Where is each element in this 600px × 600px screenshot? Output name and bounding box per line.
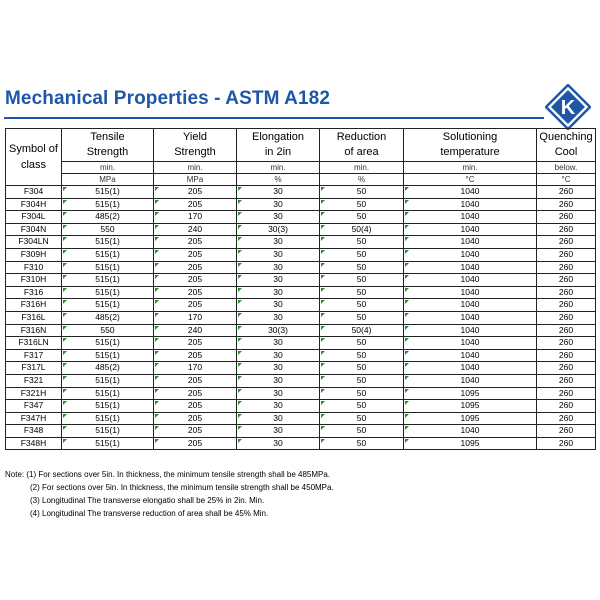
cell-grade: F304L	[6, 211, 62, 224]
cell-yield: 240	[154, 324, 237, 337]
cell-tensile: 515(1)	[62, 349, 154, 362]
title-underline	[4, 117, 544, 119]
table-row	[6, 211, 596, 224]
cell-yield: 205	[154, 437, 237, 450]
cell-grade: F317	[6, 349, 62, 362]
cell-quenching: 260	[537, 248, 596, 261]
cell-grade: F304	[6, 186, 62, 199]
cell-reduction: 50	[320, 198, 404, 211]
cell-tensile: 515(1)	[62, 286, 154, 299]
column-header-solutioning: Solutioning temperature	[404, 129, 537, 162]
cell-reduction: 50	[320, 362, 404, 375]
cell-grade: F316L	[6, 311, 62, 324]
cell-elongation: 30	[237, 198, 320, 211]
cell-elongation: 30	[237, 311, 320, 324]
cell-elongation: 30	[237, 337, 320, 350]
table-row	[6, 261, 596, 274]
cell-tensile: 515(1)	[62, 198, 154, 211]
cell-grade: F348H	[6, 437, 62, 450]
cell-quenching: 260	[537, 337, 596, 350]
table-row	[6, 198, 596, 211]
column-header-quenching: Quenching Cool	[537, 129, 596, 162]
cell-reduction: 50(4)	[320, 324, 404, 337]
cell-tensile: 515(1)	[62, 387, 154, 400]
qualifier-cell: min.	[62, 162, 154, 174]
cell-solutioning: 1040	[404, 425, 537, 438]
cell-elongation: 30	[237, 211, 320, 224]
table-row	[6, 299, 596, 312]
cell-yield: 205	[154, 425, 237, 438]
table-row	[6, 286, 596, 299]
cell-quenching: 260	[537, 198, 596, 211]
cell-solutioning: 1095	[404, 400, 537, 413]
cell-tensile: 515(1)	[62, 236, 154, 249]
cell-yield: 205	[154, 337, 237, 350]
qualifier-cell: min.	[154, 162, 237, 174]
cell-quenching: 260	[537, 324, 596, 337]
cell-reduction: 50	[320, 236, 404, 249]
cell-tensile: 515(1)	[62, 374, 154, 387]
table-row	[6, 311, 596, 324]
cell-elongation: 30(3)	[237, 324, 320, 337]
cell-tensile: 550	[62, 324, 154, 337]
cell-solutioning: 1040	[404, 223, 537, 236]
cell-tensile: 515(1)	[62, 274, 154, 287]
cell-quenching: 260	[537, 349, 596, 362]
cell-quenching: 260	[537, 387, 596, 400]
cell-elongation: 30	[237, 412, 320, 425]
table-row	[6, 425, 596, 438]
cell-elongation: 30	[237, 387, 320, 400]
header-row	[6, 129, 596, 162]
cell-yield: 205	[154, 374, 237, 387]
table-row	[6, 324, 596, 337]
cell-elongation: 30	[237, 400, 320, 413]
table-row	[6, 236, 596, 249]
cell-solutioning: 1040	[404, 261, 537, 274]
cell-solutioning: 1095	[404, 412, 537, 425]
cell-yield: 205	[154, 198, 237, 211]
cell-grade: F316H	[6, 299, 62, 312]
cell-grade: F310	[6, 261, 62, 274]
cell-reduction: 50	[320, 374, 404, 387]
cell-grade: F316LN	[6, 337, 62, 350]
cell-elongation: 30	[237, 362, 320, 375]
cell-grade: F321	[6, 374, 62, 387]
cell-quenching: 260	[537, 425, 596, 438]
cell-solutioning: 1040	[404, 311, 537, 324]
cell-grade: F304LN	[6, 236, 62, 249]
cell-reduction: 50	[320, 337, 404, 350]
cell-grade: F347	[6, 400, 62, 413]
unit-cell: °C	[537, 174, 596, 186]
cell-yield: 205	[154, 186, 237, 199]
unit-row	[6, 174, 596, 186]
cell-yield: 205	[154, 261, 237, 274]
cell-tensile: 515(1)	[62, 261, 154, 274]
cell-reduction: 50	[320, 274, 404, 287]
cell-yield: 205	[154, 387, 237, 400]
cell-reduction: 50	[320, 425, 404, 438]
cell-tensile: 515(1)	[62, 400, 154, 413]
cell-tensile: 515(1)	[62, 186, 154, 199]
cell-yield: 205	[154, 412, 237, 425]
footnotes	[5, 468, 595, 520]
cell-tensile: 485(2)	[62, 362, 154, 375]
cell-tensile: 515(1)	[62, 412, 154, 425]
cell-reduction: 50	[320, 412, 404, 425]
cell-elongation: 30	[237, 374, 320, 387]
table-row	[6, 349, 596, 362]
cell-solutioning: 1040	[404, 299, 537, 312]
unit-cell: %	[320, 174, 404, 186]
table-row	[6, 437, 596, 450]
cell-elongation: 30	[237, 299, 320, 312]
table-row	[6, 412, 596, 425]
cell-solutioning: 1040	[404, 274, 537, 287]
cell-yield: 205	[154, 286, 237, 299]
table-row	[6, 387, 596, 400]
cell-elongation: 30	[237, 248, 320, 261]
footnote: (2) For sections over 5in. In thickness, the minimum tensile strength shall be 450MPa.	[30, 483, 334, 492]
cell-tensile: 485(2)	[62, 211, 154, 224]
cell-yield: 205	[154, 299, 237, 312]
cell-solutioning: 1095	[404, 437, 537, 450]
cell-yield: 205	[154, 349, 237, 362]
cell-reduction: 50	[320, 311, 404, 324]
cell-solutioning: 1040	[404, 374, 537, 387]
cell-quenching: 260	[537, 286, 596, 299]
cell-grade: F347H	[6, 412, 62, 425]
table-row	[6, 223, 596, 236]
page-header	[0, 82, 600, 120]
cell-reduction: 50	[320, 387, 404, 400]
column-header-reduction: Reduction of area	[320, 129, 404, 162]
cell-quenching: 260	[537, 274, 596, 287]
page-title: Mechanical Properties - ASTM A182	[5, 88, 330, 109]
cell-reduction: 50	[320, 299, 404, 312]
table-body	[6, 186, 596, 450]
table-row	[6, 186, 596, 199]
cell-elongation: 30	[237, 425, 320, 438]
cell-yield: 205	[154, 248, 237, 261]
cell-quenching: 260	[537, 400, 596, 413]
qualifier-cell: min.	[404, 162, 537, 174]
table-row	[6, 374, 596, 387]
cell-grade: F316N	[6, 324, 62, 337]
cell-yield: 205	[154, 236, 237, 249]
cell-tensile: 515(1)	[62, 299, 154, 312]
table-row	[6, 337, 596, 350]
cell-quenching: 260	[537, 299, 596, 312]
cell-quenching: 260	[537, 374, 596, 387]
cell-quenching: 260	[537, 223, 596, 236]
cell-tensile: 515(1)	[62, 437, 154, 450]
column-header-elongation: Elongation in 2in	[237, 129, 320, 162]
cell-solutioning: 1040	[404, 186, 537, 199]
unit-cell: °C	[404, 174, 537, 186]
footnote: (4) Longitudinal The transverse reduction of area shall be 45% Min.	[30, 509, 269, 518]
cell-elongation: 30	[237, 286, 320, 299]
cell-reduction: 50	[320, 437, 404, 450]
cell-yield: 170	[154, 211, 237, 224]
footnote: (3) Longitudinal The transverse elongatio shall be 25% in 2in. Min.	[30, 496, 265, 505]
cell-tensile: 515(1)	[62, 425, 154, 438]
cell-quenching: 260	[537, 362, 596, 375]
footnote: Note: (1) For sections over 5in. In thickness, the minimum tensile strength shall be 485MPa.	[5, 470, 331, 479]
cell-grade: F304H	[6, 198, 62, 211]
cell-quenching: 260	[537, 186, 596, 199]
cell-elongation: 30	[237, 349, 320, 362]
cell-elongation: 30(3)	[237, 223, 320, 236]
column-header-yield: Yield Strength	[154, 129, 237, 162]
column-header-symbol: Symbol of class	[6, 129, 62, 186]
cell-elongation: 30	[237, 261, 320, 274]
cell-grade: F309H	[6, 248, 62, 261]
cell-yield: 170	[154, 362, 237, 375]
cell-tensile: 550	[62, 223, 154, 236]
cell-quenching: 260	[537, 412, 596, 425]
qualifier-cell: min.	[320, 162, 404, 174]
cell-tensile: 515(1)	[62, 248, 154, 261]
qualifier-row	[6, 162, 596, 174]
table-row	[6, 362, 596, 375]
cell-quenching: 260	[537, 437, 596, 450]
unit-cell: MPa	[62, 174, 154, 186]
cell-grade: F316	[6, 286, 62, 299]
cell-solutioning: 1040	[404, 286, 537, 299]
cell-grade: F317L	[6, 362, 62, 375]
cell-quenching: 260	[537, 261, 596, 274]
column-header-tensile: Tensile Strength	[62, 129, 154, 162]
cell-reduction: 50	[320, 286, 404, 299]
cell-elongation: 30	[237, 186, 320, 199]
cell-grade: F321H	[6, 387, 62, 400]
company-logo-icon	[545, 84, 591, 130]
table-row	[6, 248, 596, 261]
cell-yield: 240	[154, 223, 237, 236]
cell-reduction: 50	[320, 211, 404, 224]
cell-reduction: 50	[320, 186, 404, 199]
table-row	[6, 274, 596, 287]
unit-cell: %	[237, 174, 320, 186]
cell-tensile: 485(2)	[62, 311, 154, 324]
cell-reduction: 50(4)	[320, 223, 404, 236]
cell-reduction: 50	[320, 349, 404, 362]
cell-solutioning: 1040	[404, 211, 537, 224]
cell-reduction: 50	[320, 248, 404, 261]
cell-reduction: 50	[320, 400, 404, 413]
cell-grade: F304N	[6, 223, 62, 236]
table-row	[6, 400, 596, 413]
cell-elongation: 30	[237, 274, 320, 287]
cell-quenching: 260	[537, 311, 596, 324]
mechanical-properties-table	[5, 128, 596, 450]
logo-letter: K	[560, 97, 576, 119]
cell-tensile: 515(1)	[62, 337, 154, 350]
cell-solutioning: 1040	[404, 198, 537, 211]
cell-yield: 205	[154, 274, 237, 287]
cell-grade: F348	[6, 425, 62, 438]
qualifier-cell: min.	[237, 162, 320, 174]
cell-solutioning: 1040	[404, 362, 537, 375]
unit-cell: MPa	[154, 174, 237, 186]
cell-elongation: 30	[237, 437, 320, 450]
cell-solutioning: 1095	[404, 387, 537, 400]
cell-solutioning: 1040	[404, 248, 537, 261]
cell-quenching: 260	[537, 211, 596, 224]
qualifier-cell: below.	[537, 162, 596, 174]
cell-yield: 205	[154, 400, 237, 413]
cell-quenching: 260	[537, 236, 596, 249]
cell-elongation: 30	[237, 236, 320, 249]
cell-reduction: 50	[320, 261, 404, 274]
cell-grade: F310H	[6, 274, 62, 287]
cell-solutioning: 1040	[404, 349, 537, 362]
cell-solutioning: 1040	[404, 337, 537, 350]
cell-yield: 170	[154, 311, 237, 324]
cell-solutioning: 1040	[404, 236, 537, 249]
cell-solutioning: 1040	[404, 324, 537, 337]
